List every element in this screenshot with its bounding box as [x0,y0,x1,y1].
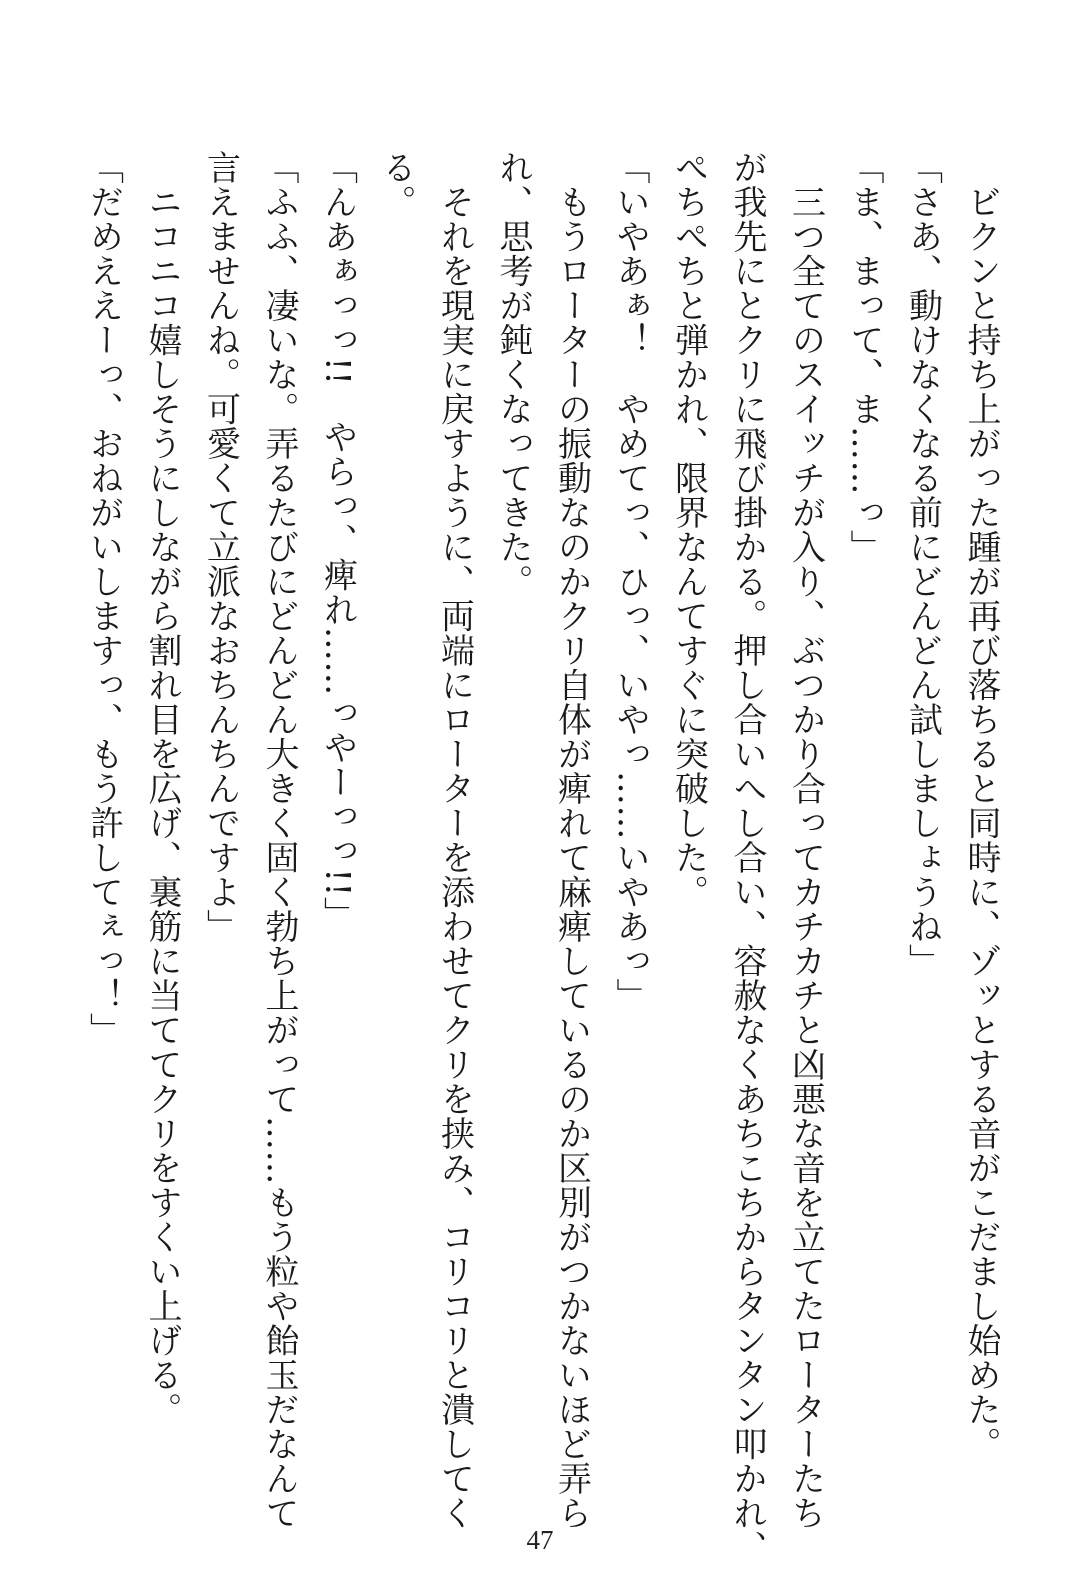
text-line: 「ふふ、凄いな。弄るたびにどんどん大きく固く勃ち上がって……もう粒や飴玉だなんて [259,150,299,1530]
text-line: ビクンと持ち上がった踵が再び落ちると同時に、ゾッとする音がこだまし始めた。 [961,150,1001,1461]
text-line: 「さあ、動けなくなる前にどんどん試しましょうね」 [902,150,943,978]
text-line: 「んあぁっっ!! やらっ、痺れ……っやーっっ!!」 [317,150,358,932]
text-line: 「いやあぁ！ やめてっ、ひっ、いやっ……いやあっ」 [610,150,650,1013]
text-line: 「ま、まって、ま……っ」 [844,150,884,564]
text-line: ニコニコ嬉しそうにしながら割れ目を広げ、裏筋に当ててクリをすくい上げる。 [142,150,182,1427]
text-line: 三つ全てのスイッチが入り、ぶつかり合ってカチカチと凶悪な音を立てたローターたち [785,150,826,1530]
text-line: ぺちぺちと弾かれ、限界なんてすぐに突破した。 [668,150,709,909]
text-line: 「だめええーっ、おねがいしますっ、もう許してぇっ！」 [83,150,124,1047]
text-line: が我先にとクリに飛び掛かる。押し合いへし合い、容赦なくあちこちからタンタン叩かれ、 [727,150,767,1565]
text-line: る。 [376,150,416,219]
text-line: それを現実に戻すように、両端にローターを添わせてクリを挟み、コリコリと潰してく [434,150,475,1530]
text-line: もうローターの振動なのかクリ自体が痺れて麻痺しているのか区別がつかないほど弄ら [551,150,592,1530]
page-number: 47 [526,1525,554,1555]
text-line: 言えませんね。可愛くて立派なおちんちんですよ」 [200,150,241,944]
text-line: れ、思考が鈍くなってきた。 [493,150,533,599]
